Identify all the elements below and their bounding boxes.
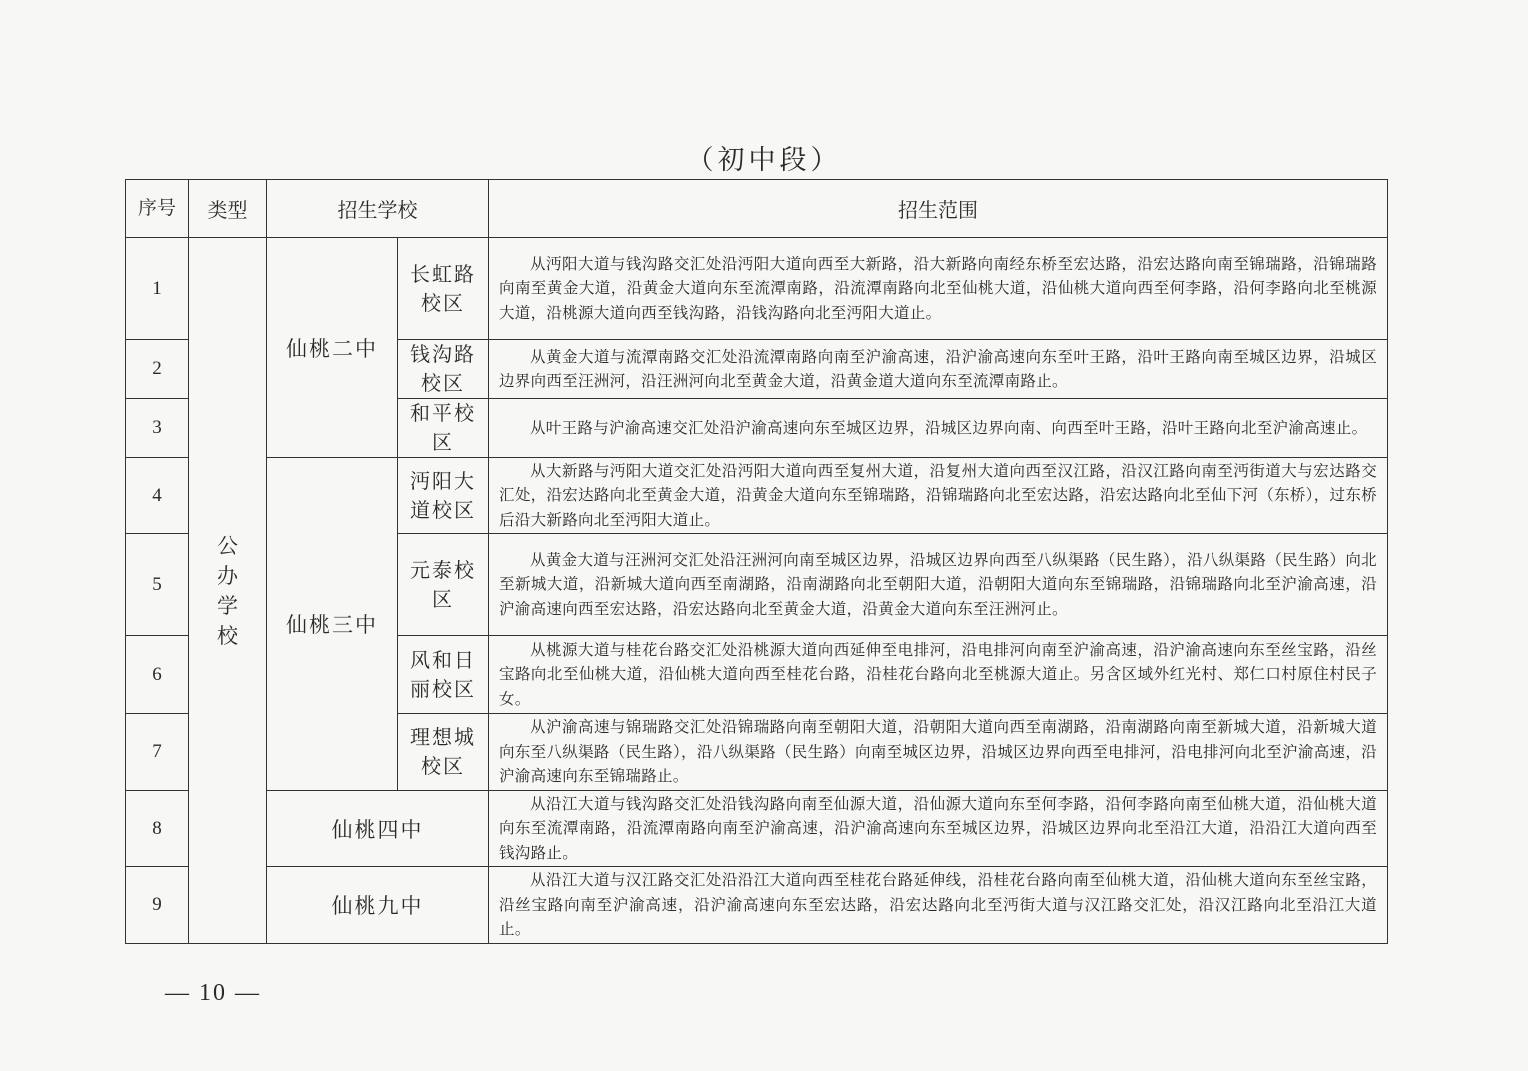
school-name: 仙桃九中 bbox=[267, 867, 489, 944]
enrollment-range: 从黄金大道与流潭南路交汇处沿流潭南路向南至沪渝高速，沿沪渝高速向东至叶王路，沿叶王路向南至城区边界，沿城区边界向西至汪洲河，沿汪洲河向北至黄金大道，沿黄金道大道向东至流潭南路止。 bbox=[489, 340, 1388, 399]
row-no: 7 bbox=[126, 714, 189, 791]
enrollment-range: 从沪渝高速与锦瑞路交汇处沿锦瑞路向南至朝阳大道，沿朝阳大道向西至南湖路，沿南湖路向南至新城大道，沿新城大道向东至八纵渠路（民生路），沿八纵渠路（民生路）向南至城区边界，沿城区边界向西至电排河，沿电排河向北至沪渝高速，沿沪渝高速向东至锦瑞路止。 bbox=[489, 714, 1388, 791]
row-no: 3 bbox=[126, 399, 189, 458]
campus-name: 和平校区 bbox=[398, 399, 489, 458]
enrollment-range: 从沿江大道与汉江路交汇处沿沿江大道向西至桂花台路延伸线，沿桂花台路向南至仙桃大道，沿仙桃大道向东至丝宝路，沿丝宝路向南至沪渝高速，沿沪渝高速向东至宏达路，沿宏达路向北至沔街大道与汉江路交汇处，沿汉江路向北至沿江大道止。 bbox=[489, 867, 1388, 944]
enrollment-range: 从桃源大道与桂花台路交汇处沿桃源大道向西延伸至电排河，沿电排河向南至沪渝高速，沿沪渝高速向东至丝宝路，沿丝宝路向北至仙桃大道，沿仙桃大道向西至桂花台路，沿桂花台路向北至桃源大道止。另含区域外红光村、郑仁口村原住村民子女。 bbox=[489, 636, 1388, 714]
table-row bbox=[126, 458, 1388, 534]
header-range: 招生范围 bbox=[489, 180, 1388, 238]
row-no: 4 bbox=[126, 458, 189, 534]
campus-name: 元泰校区 bbox=[398, 534, 489, 636]
enrollment-range: 从沔阳大道与钱沟路交汇处沿沔阳大道向西至大新路，沿大新路向南经东桥至宏达路，沿宏达路向南至锦瑞路，沿锦瑞路向南至黄金大道，沿黄金大道向东至流潭南路，沿流潭南路向北至仙桃大道，沿仙桃大道向西至何李路，沿何李路向北至桃源大道，沿桃源大道向西至钱沟路，沿钱沟路向北至沔阳大道止。 bbox=[489, 238, 1388, 340]
school-name: 仙桃四中 bbox=[267, 791, 489, 867]
school-name: 仙桃三中 bbox=[267, 458, 398, 791]
campus-name: 风和日丽校区 bbox=[398, 636, 489, 714]
enrollment-table bbox=[125, 179, 1388, 944]
type-label: 公办学校 bbox=[217, 533, 238, 648]
row-no: 9 bbox=[126, 867, 189, 944]
enrollment-range: 从大新路与沔阳大道交汇处沿沔阳大道向西至复州大道，沿复州大道向西至汉江路，沿汉江路向南至沔街道大与宏达路交汇处，沿宏达路向北至黄金大道，沿黄金大道向东至锦瑞路，沿锦瑞路向北至宏达路，沿宏达路向北至仙下河（东桥），过东桥后沿大新路向北至沔阳大道止。 bbox=[489, 458, 1388, 534]
row-no: 6 bbox=[126, 636, 189, 714]
header-no: 序号 bbox=[126, 180, 189, 238]
enrollment-range: 从叶王路与沪渝高速交汇处沿沪渝高速向东至城区边界，沿城区边界向南、向西至叶王路，沿叶王路向北至沪渝高速止。 bbox=[489, 399, 1388, 458]
school-name: 仙桃二中 bbox=[267, 238, 398, 458]
table-row bbox=[126, 867, 1388, 944]
campus-name: 理想城校区 bbox=[398, 714, 489, 791]
table-header-row bbox=[126, 180, 1388, 238]
row-no: 5 bbox=[126, 534, 189, 636]
page-number: — 10 — bbox=[165, 980, 261, 1006]
table-row bbox=[126, 791, 1388, 867]
campus-name: 沔阳大道校区 bbox=[398, 458, 489, 534]
enrollment-range: 从沿江大道与钱沟路交汇处沿钱沟路向南至仙源大道，沿仙源大道向东至何李路，沿何李路向南至仙桃大道，沿仙桃大道向东至流潭南路，沿流潭南路向南至沪渝高速，沿沪渝高速向东至城区边界，沿城区边界向北至沿江大道，沿沿江大道向西至钱沟路止。 bbox=[489, 791, 1388, 867]
row-no: 2 bbox=[126, 340, 189, 399]
row-no: 8 bbox=[126, 791, 189, 867]
section-title: （初中段） bbox=[686, 145, 842, 176]
header-school: 招生学校 bbox=[267, 180, 489, 238]
enrollment-range: 从黄金大道与汪洲河交汇处沿汪洲河向南至城区边界，沿城区边界向西至八纵渠路（民生路），沿八纵渠路（民生路）向北至新城大道，沿新城大道向西至南湖路，沿南湖路向北至朝阳大道，沿朝阳大道向东至锦瑞路，沿锦瑞路向北至沪渝高速，沿沪渝高速向西至宏达路，沿宏达路向北至黄金大道，沿黄金大道向东至汪洲河止。 bbox=[489, 534, 1388, 636]
table-row bbox=[126, 238, 1388, 340]
school-type bbox=[189, 238, 267, 944]
campus-name: 钱沟路校区 bbox=[398, 340, 489, 399]
campus-name: 长虹路校区 bbox=[398, 238, 489, 340]
header-type: 类型 bbox=[189, 180, 267, 238]
row-no: 1 bbox=[126, 238, 189, 340]
